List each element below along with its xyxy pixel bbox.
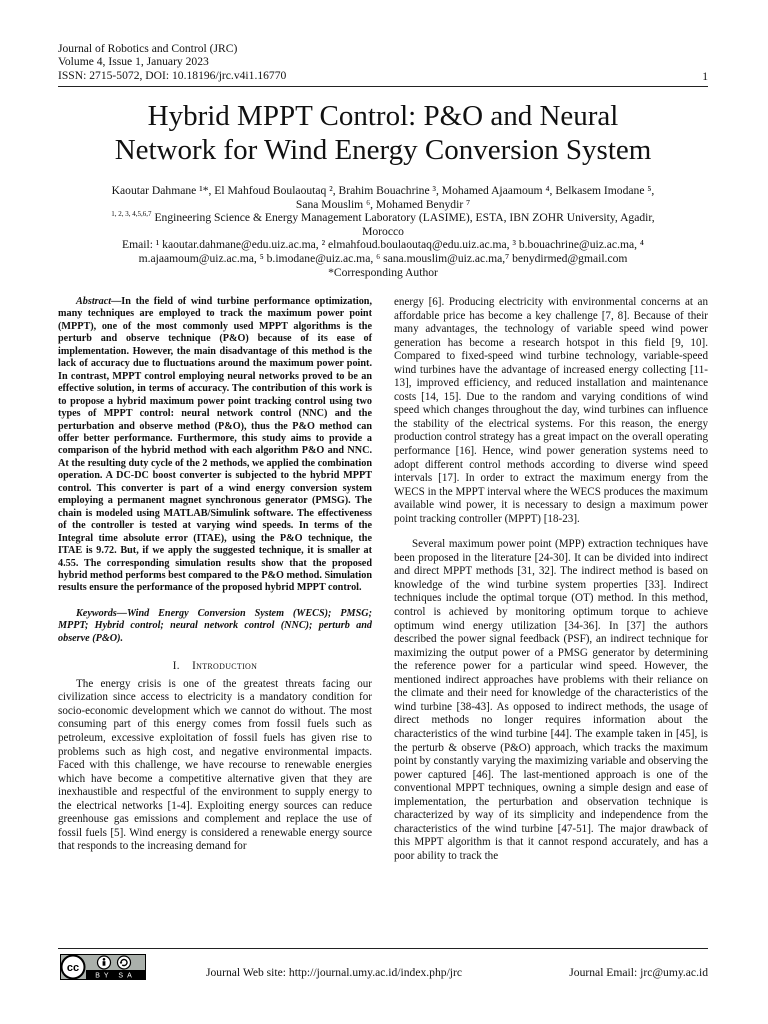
- introduction-paragraph-1: The energy crisis is one of the greatest threats facing our civilization since access to electricity is a mandatory condition for socio-economic development which we cannot do without. The most consuming part of this energy comes from fossil fuels such as petroleum, excessive exploitation of fossil fuels has given rise to problems such as high cost, and negative environmental impacts. Faced with this challenge, we have recourse to renewable energies which have become a competitive alternative given that they are inexhaustible and respectful of the environment to supply energy to the electrical networks [1-4]. Exploiting energy sources can reduce greenhouse gas emissions and complement and replace the use of fossil fuels [5]. Wind energy is considered a renewable energy source that responds to the increasing demand for: [58, 677, 372, 853]
- affiliation-line-2: Morocco: [362, 224, 404, 238]
- corresponding-author-note: *Corresponding Author: [328, 265, 438, 279]
- abstract: [58, 296, 372, 595]
- keywords: Keywords—Wind Energy Conversion System (WECS); PMSG; MPPT; Hybrid control; neural network control (NNC); perturb and observe (P&O).: [58, 607, 372, 644]
- creative-commons-license-icon[interactable]: [60, 954, 146, 980]
- author-block: [58, 184, 708, 279]
- introduction-paragraph-2: Several maximum power point (MPP) extraction techniques have been proposed in the literature [24-30]. It can be divided into indirect and direct MPPT methods [31, 32]. The indirect method is based on knowledge of the wind turbine system properties [33]. Indirect techniques include the optimal torque (OT) method. In this method, control is achieved by monitoring optimum torque to achieve optimum wind energy utilization [34-36]. In [37] the authors described the power signal feedback (PSF), an indirect technique for maximizing the output power of a PMSG generator by determining the reference power for a particular wind speed. However, the mentioned indirect approaches have problems with their reliance on the climate and their need for knowledge of the characteristics of the wind turbine [38-43]. As opposed to indirect methods, the usage of direct methods no longer requires information about the characteristics of the wind turbine [44]. The example taken in [45], is the perturb & observe (P&O) approach, which tracks the maximum point by constantly varying the maximizing variable and observing the power captured [46]. The last-mentioned approach is one of the conventional MPPT techniques, owning a simple design and ease of implementation, the perturbation and observation technique is characterized by way of its simplicity and independence from the characteristics of the wind turbine [47-51]. The major drawback of this MPPT algorithm is that it cannot respond accurately, and has a poor ability to track the: [394, 538, 708, 862]
- authors-line-2: Sana Mouslim ⁶, Mohamed Benydir ⁷: [295, 197, 471, 211]
- journal-name: Journal of Robotics and Control (JRC): [58, 42, 238, 55]
- journal-website[interactable]: Journal Web site: http://journal.umy.ac.id/index.php/jrc: [206, 966, 463, 979]
- journal-issn-doi: ISSN: 2715-5072, DOI: 10.18196/jrc.v4i1.16770: [58, 68, 287, 82]
- page-number: 1: [702, 70, 708, 83]
- header-divider: [58, 86, 708, 87]
- introduction-paragraph-continued: energy [6]. Producing electricity with environmental concerns at an affordable price has become a key challenge [7, 8]. Because of their many advantages, the technology of variable speed wind power generation has become a research hotspot in this field [9, 10]. Compared to fixed-speed wind turbine technology, variable-speed wind turbines have the advantage of increased energy collecting [11-13], improved efficiency, and reduced installation and maintenance costs [14, 15]. Due to the random and varying conditions of wind speed which changes throughout the day, wind turbines can influence the stability of the electrical systems. For this reason, the energy production control strategy has a great impact on the overall operating performance [16]. Hence, wind power generation systems need to adopt different control methods according to diverse wind speed intervals [17]. In order to extract the maximum energy from the WECS in the MPPT interval where the WECS produces the maximum available wind power, it is necessary to design a maximum power point tracking controller (MPPT) [18-23].: [394, 296, 708, 525]
- license-label: BY SA: [95, 972, 136, 980]
- abstract-label: Abstract: [76, 296, 112, 307]
- section-number: I.: [172, 660, 180, 673]
- right-column: [394, 296, 708, 863]
- title-line-1: Hybrid MPPT Control: P&O and Neural: [147, 100, 619, 132]
- title-line-2: Network for Wind Energy Conversion System: [114, 133, 652, 166]
- running-header: [58, 42, 286, 82]
- email-line-2: m.ajaamoum@uiz.ac.ma, ⁵ b.imodane@uiz.ac.ma, ⁶ sana.mouslim@uiz.ac.ma,⁷ benydirmed@gmail.com: [138, 251, 628, 265]
- section-title: Introduction: [192, 660, 258, 673]
- affiliation-superscript: 1, 2, 3, 4,5,6,7: [111, 210, 152, 219]
- email-line-1: Email: ¹ kaoutar.dahmane@edu.uiz.ac.ma, ² elmahfoud.boulaoutaq@edu.uiz.ac.ma, ³ b.bouachrine@uiz.ac.ma, ⁴: [122, 238, 644, 252]
- affiliation-text: Engineering Science & Energy Management Laboratory (LASIME), ESTA, IBN ZOHR University, Agadir,: [154, 211, 655, 225]
- affiliation-line-1: [58, 211, 708, 225]
- left-column: [58, 296, 372, 854]
- abstract-body: —In the field of wind turbine performance optimization, many techniques are employed to track the maximum power point (MPPT), one of the most commonly used MPPT algorithms is the perturb and observe technique (P&O) because of its ease of implementation. However, the main disadvantage of this method is the lack of accuracy due to fluctuations around the maximum power point. In contrast, MPPT control employing neural networks proved to be an effective solution, in terms of accuracy. The contribution of this work is to propose a hybrid maximum power point tracking control using two types of MPPT control: neural network control (NNC) and the perturbation and observe method (P&O), thus the P&O method can offer better performance. Furthermore, this study aims to provide a comparison of the hybrid method with each algorithm P&O and NNC. At the resulting duty cycle of the 2 methods, we applied the combination operation. A DC-DC boost converter is subjected to the hybrid MPPT control. This converter is part of a wind energy conversion system employing a permanent magnet synchronous generator (PMSG). The chain is modeled using MATLAB/Simulink software. The effectiveness of the controller is tested at varying wind speeds. In terms of the Integral time absolute error (ITAE), using the P&O technique, the ITAE is 9.72. But, if we apply the suggested technique, it is smaller at 4.55. The corresponding simulation results show that the proposed hybrid method performs best compared to the P&O method. Simulation results ensure the performance of the proposed hybrid MPPT control.: [58, 296, 372, 594]
- svg-text:cc: cc: [66, 962, 80, 975]
- paper-title: [58, 100, 708, 167]
- section-heading-introduction: [58, 660, 372, 674]
- footer-divider: [58, 948, 708, 949]
- authors-line-1: Kaoutar Dahmane ¹*, El Mahfoud Boulaoutaq ², Brahim Bouachrine ³, Mohamed Ajaamoum ⁴, Belkasem Imodane ⁵,: [111, 184, 655, 197]
- page-footer: [58, 948, 708, 982]
- journal-volume: Volume 4, Issue 1, January 2023: [58, 55, 209, 69]
- journal-email[interactable]: Journal Email: jrc@umy.ac.id: [569, 966, 708, 979]
